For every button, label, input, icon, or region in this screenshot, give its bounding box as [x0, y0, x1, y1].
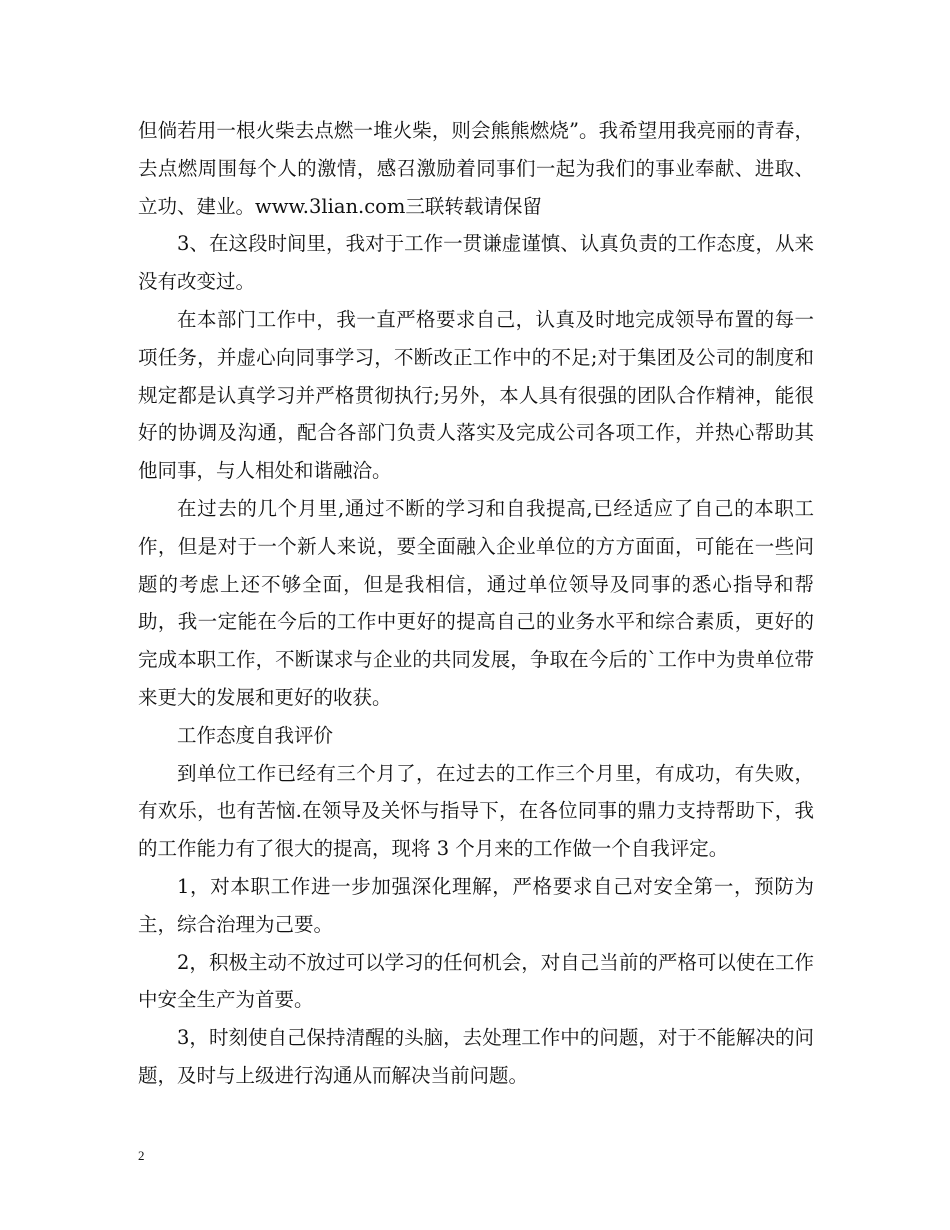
- paragraph-2: 3、在这段时间里，我对于工作一贯谦虚谨慎、认真负责的工作态度，从来没有改变过。: [138, 232, 814, 294]
- list-item-1: 1，对本职工作进一步加强深化理解，严格要求自己对安全第一，预防为主，综合治理为己要。: [138, 874, 814, 936]
- list-item-2: 2，积极主动不放过可以学习的任何机会，对自己当前的严格可以使在工作中安全生产为首要。: [138, 950, 814, 1012]
- section-heading: 工作态度自我评价: [177, 723, 334, 747]
- document-body: [138, 112, 814, 1095]
- paragraph-1: 但倘若用一根火柴去点燃一堆火柴，则会熊熊燃烧”。我希望用我亮丽的青春，去点燃周围每个人的激情，感召激励着同事们一起为我们的事业奉献、进取、立功、建业。www.3lian.com三联转载请保留: [138, 119, 814, 218]
- paragraph-3: 在本部门工作中，我一直严格要求自己，认真及时地完成领导布置的每一项任务，并虚心向同事学习，不断改正工作中的不足;对于集团及公司的制度和规定都是认真学习并严格贯彻执行;另外，本人具有很强的团队合作精神，能很好的协调及沟通，配合各部门负责人落实及完成公司各项工作，并热心帮助其他同事，与人相处和谐融洽。: [138, 307, 814, 483]
- paragraph-6: 到单位工作已经有三个月了，在过去的工作三个月里，有成功，有失败，有欢乐，也有苦恼.在领导及关怀与指导下，在各位同事的鼎力支持帮助下，我的工作能力有了很大的提高，现将 3 个月来的工作做一个自我评定。: [138, 761, 814, 861]
- list-item-3: 3，时刻使自己保持清醒的头脑，去处理工作中的问题，对于不能解决的问题，及时与上级进行沟通从而解决当前问题。: [138, 1026, 814, 1087]
- page-number: 2: [138, 1148, 145, 1163]
- paragraph-4: 在过去的几个月里,通过不断的学习和自我提高,已经适应了自己的本职工作，但是对于一个新人来说，要全面融入企业单位的方方面面，可能在一些问题的考虑上还不够全面，但是我相信，通过单位领导及同事的悉心指导和帮助，我一定能在今后的工作中更好的提高自己的业务水平和综合素质，更好的完成本职工作，不断谋求与企业的共同发展，争取在今后的`工作中为贵单位带来更大的发展和更好的收获。: [138, 496, 814, 709]
